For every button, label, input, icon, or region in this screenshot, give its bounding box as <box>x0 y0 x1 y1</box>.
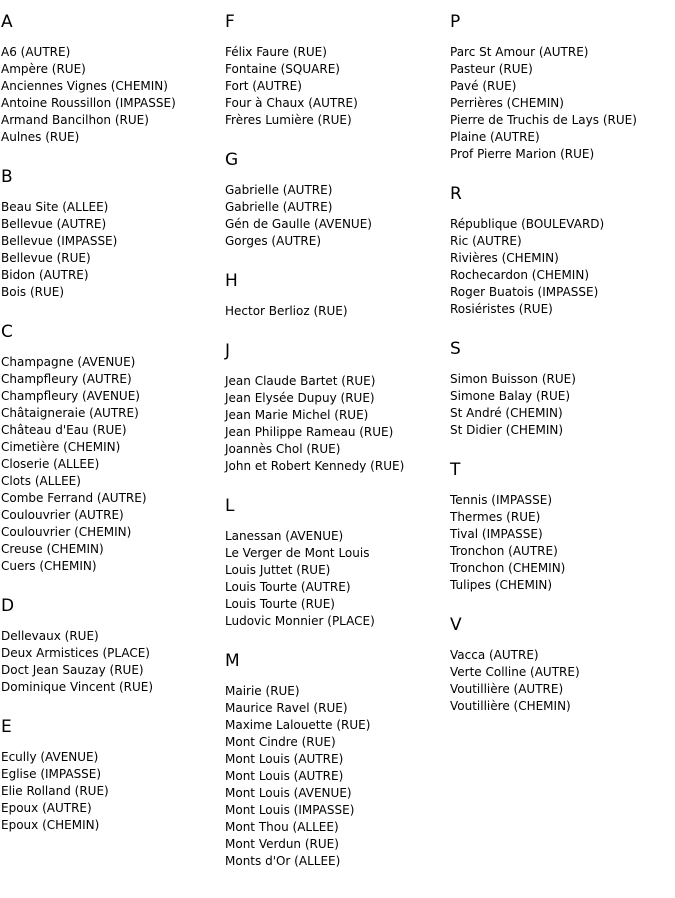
street-item <box>225 545 447 562</box>
street-link[interactable]: Hector Berlioz (RUE) <box>225 304 348 318</box>
street-item <box>1 541 221 558</box>
street-link[interactable]: Ecully (AVENUE) <box>1 750 99 764</box>
letter-heading: B <box>1 167 13 187</box>
street-item <box>1 456 221 473</box>
street-link[interactable]: Coulouvrier (AUTRE) <box>1 508 124 522</box>
street-link[interactable]: Mairie (RUE) <box>225 684 300 698</box>
street-item <box>225 700 447 717</box>
street-link[interactable]: Pasteur (RUE) <box>450 62 533 76</box>
street-item <box>450 301 675 318</box>
street-item <box>1 558 221 575</box>
street-item <box>450 698 675 715</box>
street-item <box>450 405 675 422</box>
street-link[interactable]: Prof Pierre Marion (RUE) <box>450 147 595 161</box>
street-link[interactable]: Cuers (CHEMIN) <box>1 559 97 573</box>
street-link[interactable]: Bois (RUE) <box>1 285 65 299</box>
street-item <box>1 422 221 439</box>
street-link[interactable]: Voutillière (AUTRE) <box>450 682 564 696</box>
street-item <box>225 407 447 424</box>
street-link[interactable]: Voutillière (CHEMIN) <box>450 699 571 713</box>
street-link[interactable]: République (BOULEVARD) <box>450 217 605 231</box>
street-link[interactable]: Anciennes Vignes (CHEMIN) <box>1 79 168 93</box>
street-link[interactable]: Tulipes (CHEMIN) <box>450 578 553 592</box>
column-1 <box>1 0 221 834</box>
street-link[interactable]: Simone Balay (RUE) <box>450 389 571 403</box>
street-item <box>450 267 675 284</box>
street-link[interactable]: Ludovic Monnier (PLACE) <box>225 614 375 628</box>
street-link[interactable]: Château d'Eau (RUE) <box>1 423 127 437</box>
letter-heading: G <box>225 150 239 170</box>
street-list <box>1 749 221 834</box>
street-link[interactable]: Tennis (IMPASSE) <box>450 493 553 507</box>
street-item <box>450 526 675 543</box>
street-item <box>450 543 675 560</box>
street-link[interactable]: Mont Cindre (RUE) <box>225 735 336 749</box>
street-link[interactable]: Epoux (CHEMIN) <box>1 818 100 832</box>
street-item <box>450 61 675 78</box>
street-item <box>450 233 675 250</box>
street-item <box>1 44 221 61</box>
street-link[interactable]: Rivières (CHEMIN) <box>450 251 559 265</box>
street-item <box>1 284 221 301</box>
street-list <box>225 44 447 129</box>
street-link[interactable]: Bellevue (IMPASSE) <box>1 234 118 248</box>
street-item <box>225 734 447 751</box>
street-list <box>1 199 221 301</box>
street-item <box>450 647 675 664</box>
street-item <box>225 182 447 199</box>
street-link[interactable]: Ampère (RUE) <box>1 62 86 76</box>
street-item <box>1 112 221 129</box>
street-link[interactable]: Epoux (AUTRE) <box>1 801 92 815</box>
street-link[interactable]: Rosiéristes (RUE) <box>450 302 553 316</box>
street-item <box>225 751 447 768</box>
letter-section <box>1 596 221 696</box>
street-item <box>1 490 221 507</box>
street-item <box>450 216 675 233</box>
street-item <box>1 199 221 216</box>
street-item <box>225 683 447 700</box>
street-link[interactable]: Mont Louis (IMPASSE) <box>225 803 355 817</box>
street-item <box>1 766 221 783</box>
letter-heading: T <box>450 460 461 480</box>
column-2 <box>225 0 447 870</box>
street-link[interactable]: Louis Tourte (AUTRE) <box>225 580 351 594</box>
street-item <box>225 528 447 545</box>
letter-section <box>450 339 675 439</box>
street-link[interactable]: Mont Thou (ALLEE) <box>225 820 339 834</box>
street-item <box>225 613 447 630</box>
street-item <box>225 853 447 870</box>
street-item <box>225 424 447 441</box>
street-item <box>225 458 447 475</box>
street-item <box>450 146 675 163</box>
street-link[interactable]: Bellevue (RUE) <box>1 251 91 265</box>
street-item <box>1 250 221 267</box>
street-item <box>1 388 221 405</box>
street-item <box>225 717 447 734</box>
letter-section <box>225 271 447 320</box>
street-link[interactable]: Rochecardon (CHEMIN) <box>450 268 589 282</box>
letter-section <box>225 651 447 870</box>
letter-heading: P <box>450 12 461 32</box>
street-item <box>225 819 447 836</box>
letter-section <box>1 322 221 575</box>
street-item <box>450 250 675 267</box>
street-item <box>225 768 447 785</box>
street-item <box>225 785 447 802</box>
street-link[interactable]: St André (CHEMIN) <box>450 406 563 420</box>
street-item <box>1 354 221 371</box>
street-item <box>450 388 675 405</box>
street-link[interactable]: Vacca (AUTRE) <box>450 648 539 662</box>
street-link[interactable]: Doct Jean Sauzay (RUE) <box>1 663 144 677</box>
street-item <box>450 371 675 388</box>
street-link[interactable]: Perrières (CHEMIN) <box>450 96 564 110</box>
letter-heading: C <box>1 322 13 342</box>
street-link[interactable]: A6 (AUTRE) <box>1 45 71 59</box>
street-link[interactable]: Bidon (AUTRE) <box>1 268 89 282</box>
street-link[interactable]: Monts d'Or (ALLEE) <box>225 854 341 868</box>
street-link[interactable]: Elie Rolland (RUE) <box>1 784 109 798</box>
letter-section <box>450 615 675 715</box>
street-link[interactable]: Roger Buatois (IMPASSE) <box>450 285 599 299</box>
street-item <box>1 524 221 541</box>
street-list <box>450 371 675 439</box>
street-list <box>1 44 221 146</box>
street-link[interactable]: Tival (IMPASSE) <box>450 527 543 541</box>
street-item <box>450 681 675 698</box>
street-link[interactable]: Champfleury (AUTRE) <box>1 372 132 386</box>
street-link[interactable]: Gabrielle (AUTRE) <box>225 183 333 197</box>
street-link[interactable]: Pierre de Truchis de Lays (RUE) <box>450 113 637 127</box>
letter-heading: S <box>450 339 461 359</box>
street-item <box>450 509 675 526</box>
street-link[interactable]: Champfleury (AVENUE) <box>1 389 140 403</box>
street-link[interactable]: Jean Claude Bartet (RUE) <box>225 374 376 388</box>
street-list <box>450 492 675 594</box>
street-item <box>1 628 221 645</box>
street-link[interactable]: Plaine (AUTRE) <box>450 130 540 144</box>
street-item <box>1 129 221 146</box>
street-list <box>1 354 221 575</box>
street-link[interactable]: Jean Elysée Dupuy (RUE) <box>225 391 375 405</box>
street-link[interactable]: Frères Lumière (RUE) <box>225 113 352 127</box>
street-item <box>1 61 221 78</box>
street-link[interactable]: Aulnes (RUE) <box>1 130 80 144</box>
street-link[interactable]: Champagne (AVENUE) <box>1 355 136 369</box>
street-item <box>1 473 221 490</box>
street-link[interactable]: Jean Marie Michel (RUE) <box>225 408 369 422</box>
letter-heading: R <box>450 184 462 204</box>
street-link[interactable]: Mont Louis (AVENUE) <box>225 786 352 800</box>
letter-section <box>1 167 221 301</box>
street-list <box>450 647 675 715</box>
street-item <box>450 560 675 577</box>
street-item <box>1 749 221 766</box>
street-item <box>225 78 447 95</box>
street-item <box>1 267 221 284</box>
street-list <box>1 628 221 696</box>
street-link[interactable]: Deux Armistices (PLACE) <box>1 646 150 660</box>
street-item <box>225 61 447 78</box>
street-link[interactable]: Verte Colline (AUTRE) <box>450 665 580 679</box>
street-list <box>450 44 675 163</box>
street-item <box>450 44 675 61</box>
letter-section <box>225 341 447 475</box>
street-link[interactable]: Bellevue (AUTRE) <box>1 217 107 231</box>
street-item <box>225 390 447 407</box>
street-item <box>1 817 221 834</box>
street-item <box>225 441 447 458</box>
street-link[interactable]: Gén de Gaulle (AVENUE) <box>225 217 372 231</box>
street-list <box>225 182 447 250</box>
letter-section <box>1 12 221 146</box>
street-item <box>225 303 447 320</box>
street-link[interactable]: Le Verger de Mont Louis <box>225 546 370 560</box>
street-item <box>225 112 447 129</box>
street-item <box>1 233 221 250</box>
street-link[interactable]: Fort (AUTRE) <box>225 79 302 93</box>
street-item <box>225 596 447 613</box>
street-link[interactable]: Gabrielle (AUTRE) <box>225 200 333 214</box>
street-item <box>450 129 675 146</box>
street-item <box>225 95 447 112</box>
street-link[interactable]: Louis Juttet (RUE) <box>225 563 331 577</box>
street-item <box>450 78 675 95</box>
street-item <box>225 373 447 390</box>
street-item <box>1 371 221 388</box>
street-link[interactable]: Félix Faure (RUE) <box>225 45 327 59</box>
street-list <box>225 303 447 320</box>
street-link[interactable]: Beau Site (ALLEE) <box>1 200 109 214</box>
street-link[interactable]: Creuse (CHEMIN) <box>1 542 104 556</box>
street-link[interactable]: Cimetière (CHEMIN) <box>1 440 121 454</box>
street-link[interactable]: Gorges (AUTRE) <box>225 234 322 248</box>
street-link[interactable]: Eglise (IMPASSE) <box>1 767 102 781</box>
street-link[interactable]: Maxime Lalouette (RUE) <box>225 718 371 732</box>
street-link[interactable]: Armand Bancilhon (RUE) <box>1 113 149 127</box>
street-link[interactable]: Mont Louis (AUTRE) <box>225 752 344 766</box>
street-item <box>1 507 221 524</box>
street-item <box>1 800 221 817</box>
street-link[interactable]: Antoine Roussillon (IMPASSE) <box>1 96 176 110</box>
letter-section <box>450 184 675 318</box>
street-link[interactable]: Clots (ALLEE) <box>1 474 81 488</box>
street-link[interactable]: Combe Ferrand (AUTRE) <box>1 491 147 505</box>
street-item <box>450 112 675 129</box>
street-item <box>450 284 675 301</box>
street-link[interactable]: Louis Tourte (RUE) <box>225 597 335 611</box>
letter-heading: F <box>225 12 235 32</box>
letter-heading: M <box>225 651 240 671</box>
letter-section <box>450 12 675 163</box>
street-link[interactable]: Lanessan (AVENUE) <box>225 529 344 543</box>
street-item <box>450 95 675 112</box>
street-item <box>225 199 447 216</box>
letter-section <box>225 150 447 250</box>
street-link[interactable]: Fontaine (SQUARE) <box>225 62 340 76</box>
street-item <box>225 579 447 596</box>
street-link[interactable]: Mont Verdun (RUE) <box>225 837 339 851</box>
street-item <box>1 783 221 800</box>
street-link[interactable]: Joannès Chol (RUE) <box>225 442 341 456</box>
street-link[interactable]: Thermes (RUE) <box>450 510 541 524</box>
letter-heading: E <box>1 717 12 737</box>
street-item <box>225 562 447 579</box>
street-link[interactable]: Four à Chaux (AUTRE) <box>225 96 358 110</box>
street-link[interactable]: Tronchon (CHEMIN) <box>450 561 566 575</box>
street-item <box>225 233 447 250</box>
street-item <box>225 216 447 233</box>
street-item <box>450 492 675 509</box>
street-item <box>225 802 447 819</box>
street-item <box>1 405 221 422</box>
street-list <box>225 373 447 475</box>
street-item <box>450 422 675 439</box>
column-3 <box>450 0 675 715</box>
street-item <box>1 216 221 233</box>
letter-section <box>450 460 675 594</box>
letter-heading: V <box>450 615 462 635</box>
letter-section <box>1 717 221 834</box>
street-link[interactable]: Châtaigneraie (AUTRE) <box>1 406 139 420</box>
street-list <box>225 528 447 630</box>
street-link[interactable]: Coulouvrier (CHEMIN) <box>1 525 132 539</box>
street-link[interactable]: Jean Philippe Rameau (RUE) <box>225 425 394 439</box>
street-link[interactable]: Parc St Amour (AUTRE) <box>450 45 589 59</box>
letter-section <box>225 496 447 630</box>
street-item <box>1 439 221 456</box>
street-item <box>1 662 221 679</box>
street-link[interactable]: Dellevaux (RUE) <box>1 629 99 643</box>
street-link[interactable]: Mont Louis (AUTRE) <box>225 769 344 783</box>
street-item <box>225 44 447 61</box>
street-link[interactable]: Simon Buisson (RUE) <box>450 372 576 386</box>
street-link[interactable]: Closerie (ALLEE) <box>1 457 100 471</box>
street-item <box>1 645 221 662</box>
street-link[interactable]: Dominique Vincent (RUE) <box>1 680 154 694</box>
letter-heading: A <box>1 12 13 32</box>
street-list <box>450 216 675 318</box>
street-item <box>450 577 675 594</box>
street-link[interactable]: Maurice Ravel (RUE) <box>225 701 348 715</box>
street-link[interactable]: Ric (AUTRE) <box>450 234 522 248</box>
letter-heading: H <box>225 271 238 291</box>
street-link[interactable]: John et Robert Kennedy (RUE) <box>225 459 405 473</box>
street-link[interactable]: Tronchon (AUTRE) <box>450 544 558 558</box>
street-item <box>225 836 447 853</box>
street-item <box>450 664 675 681</box>
street-link[interactable]: Pavé (RUE) <box>450 79 517 93</box>
letter-section <box>225 12 447 129</box>
letter-heading: J <box>225 341 231 361</box>
street-link[interactable]: St Didier (CHEMIN) <box>450 423 564 437</box>
letter-heading: D <box>1 596 15 616</box>
street-item <box>1 78 221 95</box>
street-list <box>225 683 447 870</box>
letter-heading: L <box>225 496 235 516</box>
street-item <box>1 95 221 112</box>
street-item <box>1 679 221 696</box>
